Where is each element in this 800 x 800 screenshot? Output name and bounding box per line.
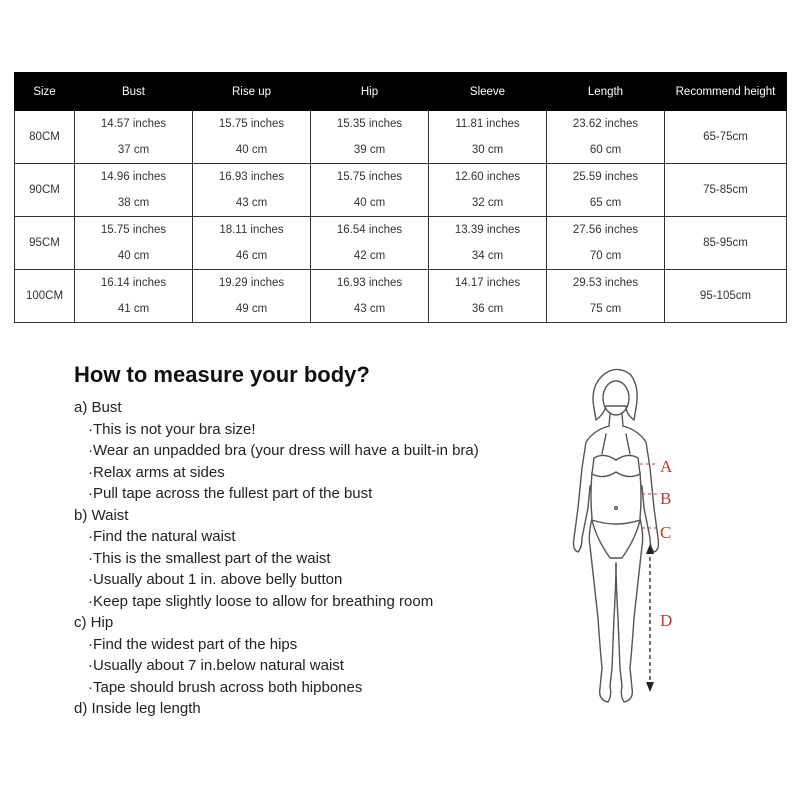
hip-inches: 15.35 inches xyxy=(336,118,403,130)
size-chart-table xyxy=(14,72,787,323)
rise-up-inches: 19.29 inches xyxy=(218,277,285,289)
label-c: C xyxy=(660,523,672,542)
bust-inches: 14.96 inches xyxy=(100,171,167,183)
bust-cm: 40 cm xyxy=(117,250,150,262)
body-figure-illustration xyxy=(560,368,690,728)
sleeve-cm: 30 cm xyxy=(471,144,504,156)
label-d: D xyxy=(660,611,673,630)
sleeve-cm: 32 cm xyxy=(471,197,504,209)
section-heading: b) Waist xyxy=(74,506,129,524)
rise-up-cell xyxy=(193,111,311,164)
length-cm: 65 cm xyxy=(589,197,622,209)
table-row xyxy=(15,217,787,270)
recommend-height-cell: 65-75cm xyxy=(665,111,787,164)
guide-item: ·Pull tape across the fullest part of the bust xyxy=(88,485,373,502)
size-cell: 100CM xyxy=(15,270,75,323)
hip-cell xyxy=(311,270,429,323)
guide-item: ·Usually about 7 in.below natural waist xyxy=(88,657,344,674)
guide-item: ·This is not your bra size! xyxy=(88,420,256,438)
hip-cm: 43 cm xyxy=(353,303,386,315)
size-cell: 95CM xyxy=(15,217,75,270)
rise-up-cm: 46 cm xyxy=(235,250,268,262)
guide-item: ·Find the natural waist xyxy=(88,528,236,545)
length-inches: 27.56 inches xyxy=(572,224,639,236)
sleeve-inches: 11.81 inches xyxy=(455,118,520,130)
sleeve-cell xyxy=(429,217,547,270)
recommend-height-cell: 95-105cm xyxy=(665,270,787,323)
guide-section-bust xyxy=(74,397,479,505)
rise-up-inches: 16.93 inches xyxy=(218,171,285,183)
guide-item: ·Relax arms at sides xyxy=(88,463,225,481)
hip-cell xyxy=(311,164,429,217)
header-length: Length xyxy=(547,73,665,111)
section-heading: d) Inside leg length xyxy=(74,700,201,717)
rise-up-cell xyxy=(193,164,311,217)
length-cell xyxy=(547,111,665,164)
table-row xyxy=(15,111,787,164)
bust-cm: 37 cm xyxy=(117,144,150,156)
header-bust: Bust xyxy=(75,73,193,111)
size-cell: 90CM xyxy=(15,164,75,217)
label-a: A xyxy=(660,457,673,476)
rise-up-inches: 18.11 inches xyxy=(219,224,284,236)
length-inches: 25.59 inches xyxy=(572,171,639,183)
sleeve-inches: 12.60 inches xyxy=(454,171,521,183)
sleeve-inches: 14.17 inches xyxy=(454,277,521,289)
length-inches: 23.62 inches xyxy=(572,118,639,130)
length-cm: 70 cm xyxy=(589,250,622,262)
rise-up-cell xyxy=(193,270,311,323)
recommend-height-cell: 75-85cm xyxy=(665,164,787,217)
sleeve-cell xyxy=(429,111,547,164)
sleeve-cm: 34 cm xyxy=(471,250,504,262)
bust-inches: 14.57 inches xyxy=(100,118,167,130)
table-row xyxy=(15,164,787,217)
guide-item: ·Find the widest part of the hips xyxy=(88,635,298,653)
table-row xyxy=(15,270,787,323)
guide-section-waist xyxy=(74,505,479,613)
hip-cm: 39 cm xyxy=(353,144,386,156)
size-cell: 80CM xyxy=(15,111,75,164)
header-sleeve: Sleeve xyxy=(429,73,547,111)
rise-up-cm: 40 cm xyxy=(235,144,268,156)
guide-section-hip xyxy=(74,612,479,698)
bust-cell xyxy=(75,164,193,217)
rise-up-cm: 43 cm xyxy=(235,197,268,209)
guide-title: How to measure your body? xyxy=(74,362,370,387)
length-cell xyxy=(547,270,665,323)
hip-cm: 40 cm xyxy=(353,197,386,209)
header-recommend-height: Recommend height xyxy=(665,73,787,111)
bust-cm: 41 cm xyxy=(117,303,150,315)
guide-item: ·Wear an unpadded bra (your dress will have a built-in bra) xyxy=(88,442,479,459)
label-b: B xyxy=(660,489,672,508)
guide-item: ·Keep tape slightly loose to allow for breathing room xyxy=(88,592,434,610)
sleeve-cell xyxy=(429,270,547,323)
rise-up-cell xyxy=(193,217,311,270)
rise-up-cm: 49 cm xyxy=(235,303,268,315)
table-header-row xyxy=(15,73,787,111)
recommend-height-cell: 85-95cm xyxy=(665,217,787,270)
length-cell xyxy=(547,164,665,217)
bust-inches: 16.14 inches xyxy=(100,277,167,289)
header-rise-up: Rise up xyxy=(193,73,311,111)
length-cm: 75 cm xyxy=(589,303,622,315)
section-heading: a) Bust xyxy=(74,399,122,416)
sleeve-inches: 13.39 inches xyxy=(454,224,521,236)
header-size: Size xyxy=(15,73,75,111)
length-cell xyxy=(547,217,665,270)
hip-inches: 16.93 inches xyxy=(336,277,403,289)
sleeve-cell xyxy=(429,164,547,217)
bust-cm: 38 cm xyxy=(117,197,150,209)
bust-inches: 15.75 inches xyxy=(100,224,167,236)
guide-item: ·This is the smallest part of the waist xyxy=(88,549,331,567)
header-hip: Hip xyxy=(311,73,429,111)
hip-inches: 15.75 inches xyxy=(336,171,403,183)
bust-cell xyxy=(75,217,193,270)
rise-up-inches: 15.75 inches xyxy=(218,118,285,130)
bust-cell xyxy=(75,111,193,164)
hip-cell xyxy=(311,111,429,164)
section-heading: c) Hip xyxy=(74,614,114,631)
guide-section-inside-leg xyxy=(74,698,479,720)
bust-cell xyxy=(75,270,193,323)
guide-item: ·Usually about 1 in. above belly button xyxy=(88,571,343,588)
length-inches: 29.53 inches xyxy=(572,277,639,289)
hip-cell xyxy=(311,217,429,270)
hip-inches: 16.54 inches xyxy=(336,224,403,236)
sleeve-cm: 36 cm xyxy=(471,303,504,315)
measurement-guide xyxy=(74,397,479,720)
hip-cm: 42 cm xyxy=(353,250,386,262)
guide-item: ·Tape should brush across both hipbones xyxy=(88,678,363,696)
length-cm: 60 cm xyxy=(589,144,622,156)
